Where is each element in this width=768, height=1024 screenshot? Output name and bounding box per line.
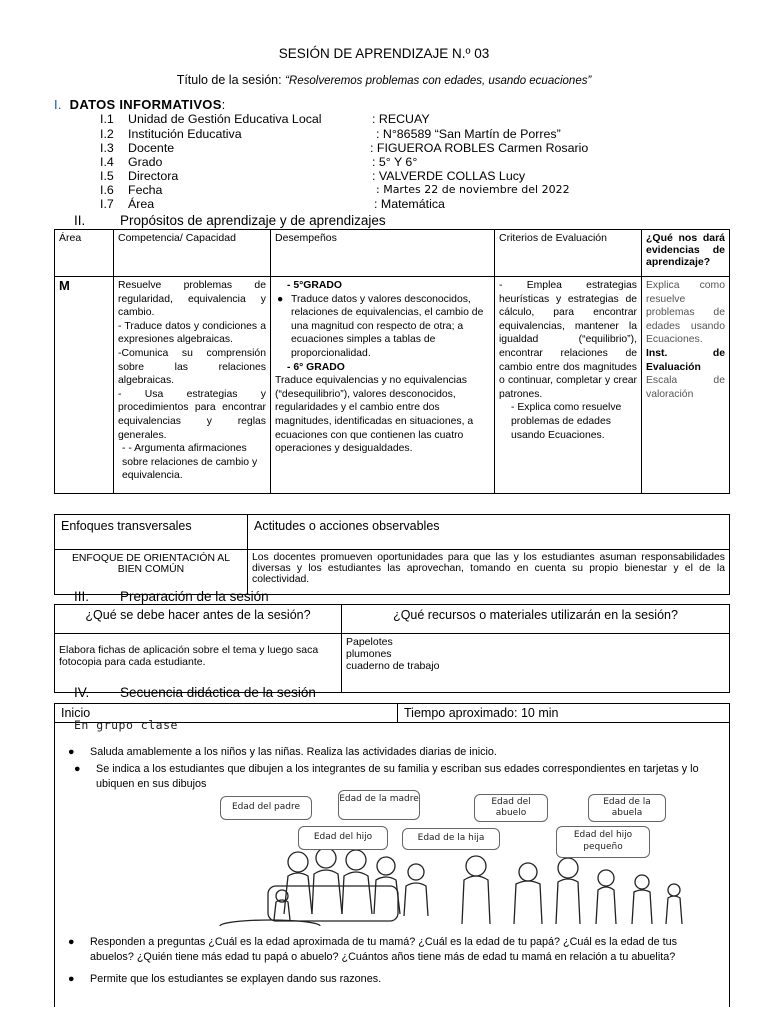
desempenos-cell: [271, 277, 495, 494]
section-colon: :: [221, 97, 226, 112]
grupo-clase-label: En grupo clase: [74, 718, 178, 732]
session-title-label: Título de la sesión:: [176, 73, 282, 87]
competencia-line: -Comunica su comprensión sobre las relaciones algebraicas.: [118, 347, 266, 387]
info-code: I.3: [100, 141, 114, 155]
section-propositos: [74, 213, 386, 228]
evidencias-cell: [642, 277, 730, 494]
age-card-padre: Edad del padre: [220, 796, 312, 820]
info-label: Docente: [128, 141, 175, 155]
grado5-text: [275, 293, 490, 361]
father-head: [558, 858, 578, 878]
info-code: I.6: [100, 183, 114, 197]
propositos-table: [54, 229, 730, 494]
table-header-row: [55, 515, 730, 550]
info-row: [100, 169, 526, 183]
grandpa-head: [466, 856, 486, 876]
child-body: [632, 890, 652, 924]
age-card-madre: Edad de la madre: [338, 790, 420, 820]
info-label: Grado: [128, 155, 163, 169]
header-enfoques: Enfoques transversales: [55, 515, 248, 550]
evidencia-line: Escala de valoración: [646, 375, 725, 400]
list-item-text: Permite que los estudiantes se explayen dando sus razones.: [90, 973, 382, 985]
criterio-line: - Explica como resuelve problemas de edades usando Ecuaciones.: [511, 402, 622, 441]
age-card-abuelo: Edad del abuelo: [474, 794, 548, 822]
actitud-cell: Los docentes promueven oportunidades para que las y los estudiantes asuman responsabilidades diversas y los estudiantes las aprovechan, tomando en cuenta su propio bienestar y el de la colectividad.: [248, 550, 730, 595]
criterios-cell: [495, 277, 642, 494]
competencia-line: - Traduce datos y condiciones a expresiones algebraicas.: [118, 320, 266, 346]
evidencia-line: Explica como resuelve problemas de edades usando Ecuaciones.: [646, 280, 725, 346]
evidencia-inst: Inst. de Evaluación: [646, 347, 725, 373]
bullet-dot: ●: [68, 936, 75, 948]
grado5-label: - 5°GRADO: [287, 280, 342, 291]
recurso-item: Papelotes: [346, 636, 393, 648]
enfoque-cell: ENFOQUE DE ORIENTACIÓN AL BIEN COMÚN: [55, 550, 248, 595]
info-label: Fecha: [128, 183, 163, 197]
info-code: I.4: [100, 155, 114, 169]
competencia-cell: [114, 277, 271, 494]
info-value: : FIGUEROA ROBLES Carmen Rosario: [370, 141, 589, 155]
person-body: [312, 870, 342, 914]
table-row: [55, 634, 730, 693]
section-title: Propósitos de aprendizaje y de aprendizajes: [120, 213, 386, 228]
info-code: I.1: [100, 112, 114, 126]
list-item: [68, 745, 720, 760]
header-criterios: Criterios de Evaluación: [495, 230, 642, 277]
info-value: : 5° Y 6°: [372, 155, 418, 169]
header-actitudes: Actitudes o acciones observables: [248, 515, 730, 550]
section-number: I.: [54, 97, 62, 112]
recursos-cell: [342, 634, 730, 693]
section-number: II.: [74, 213, 86, 228]
section-secuencia: [74, 685, 316, 700]
recurso-item: cuaderno de trabajo: [346, 660, 440, 672]
info-value: : Martes 22 de noviembre del 2022: [376, 183, 570, 196]
person-head: [316, 848, 336, 868]
session-title-value: “Resolveremos problemas con edades, usando ecuaciones”: [285, 75, 592, 87]
list-item: [68, 972, 720, 987]
bullet-dot: ●: [68, 973, 75, 985]
grado5-text-body: Traduce datos y valores desconocidos, relaciones de equivalencias, el cambio de una magnitud con respecto de otra; a ecuaciones simples a tablas de proporcionalidad.: [291, 293, 484, 359]
grado6-text: Traduce equivalencias y no equivalencias (“desequilibrio”), valores desconocidos, regularidades y el cambio entre dos magnitudes, identificadas en situaciones, a ecuaciones con que contienen las cuatro operaciones y desigualdades.: [275, 375, 474, 455]
bullet-dot: ●: [74, 763, 81, 775]
person-head: [408, 864, 424, 880]
info-label: Directora: [128, 169, 179, 183]
grandma-body: [514, 881, 542, 924]
info-row: [100, 197, 445, 211]
child-body: [274, 900, 290, 920]
age-card-hijo-pequeno: Edad del hijo pequeño: [556, 826, 650, 858]
bullet-dot: ●: [68, 746, 75, 758]
enfoques-table: [54, 514, 730, 595]
header-recursos: ¿Qué recursos o materiales utilizarán en la sesión?: [342, 605, 730, 634]
competencia-line: - - Argumenta afirmaciones sobre relaciones de cambio y equivalencia.: [122, 443, 258, 482]
age-card-hijo: Edad del hijo: [298, 826, 388, 850]
info-row: [100, 127, 561, 141]
person-body: [374, 877, 400, 914]
info-label: Institución Educativa: [128, 127, 242, 141]
baby-body: [666, 896, 682, 924]
section-title: DATOS INFORMATIVOS: [69, 97, 222, 112]
table-header-row: [55, 230, 730, 277]
sofa: [268, 886, 398, 921]
child-head: [635, 875, 649, 889]
list-item-text: Responden a preguntas ¿Cuál es la edad aproximada de tu mamá? ¿Cuál es la edad de tu papá? ¿Cuál es la edad de tus abuelos? ¿Quién tiene más edad tu papá o abuelo? ¿Cuántos años tiene más de edad tu mamá en relación a tu abuelita?: [90, 936, 678, 963]
info-row: [100, 112, 430, 126]
competencia-line: Resuelve problemas de regularidad, equivalencia y cambio.: [118, 280, 266, 319]
baby-head: [668, 884, 680, 896]
preparacion-table: [54, 604, 730, 693]
list-item-text: Se indica a los estudiantes que dibujen a los integrantes de su familia y escriban sus edades correspondientes en tarjetas y lo ubiquen en sus dibujos: [96, 763, 699, 790]
info-value: : VALVERDE COLLAS Lucy: [372, 169, 526, 183]
competencia-line: - Usa estrategias y procedimientos para encontrar equivalencias y reglas generales.: [118, 388, 266, 441]
info-row: [100, 141, 589, 155]
person-body: [342, 872, 372, 914]
person-head: [346, 850, 366, 870]
header-inicio: Inicio: [55, 704, 398, 723]
header-desempenos: Desempeños: [271, 230, 495, 277]
grandpa-body: [462, 876, 490, 924]
document-title: SESIÓN DE APRENDIZAJE N.º 03: [278, 46, 490, 61]
area-cell: M: [55, 277, 114, 494]
criterio-line: - Emplea estrategias heurísticas y estrategias de cálculo, para encontrar equivalencias, mantener la igualdad (“equilibrio”), encontrar relaciones de cambio entre dos magnitudes o continuar, completar y crear patrones.: [499, 280, 637, 400]
section-title: Preparación de la sesión: [120, 589, 269, 604]
info-value: : Matemática: [374, 197, 445, 211]
info-code: I.2: [100, 127, 114, 141]
age-card-hija: Edad de la hija: [402, 828, 500, 850]
section-preparacion: [74, 589, 269, 604]
person-body: [404, 883, 428, 916]
info-value: : N°86589 “San Martín de Porres”: [376, 127, 561, 141]
header-competencia: Competencia/ Capacidad: [114, 230, 271, 277]
header-evidencias: ¿Qué nos dará evidencias de aprendizaje?: [642, 230, 730, 277]
mother-head: [598, 870, 614, 886]
person-head: [288, 852, 308, 872]
info-label: Área: [128, 197, 155, 211]
grado6-label: - 6° GRADO: [287, 361, 345, 373]
antes-cell: Elabora fichas de aplicación sobre el tema y luego saca fotocopia para cada estudiante.: [55, 634, 342, 693]
list-item-text: Saluda amablemente a los niños y las niñas. Realiza las actividades diarias de inicio.: [90, 746, 497, 758]
info-label: Unidad de Gestión Educativa Local: [128, 112, 322, 126]
info-code: I.7: [100, 197, 114, 211]
info-value: : RECUAY: [372, 112, 430, 126]
header-area: Área: [55, 230, 114, 277]
info-row: [100, 155, 418, 169]
section-number: III.: [74, 589, 90, 604]
info-row: [100, 183, 570, 197]
header-tiempo: Tiempo aproximado: 10 min: [398, 704, 730, 723]
info-code: I.5: [100, 169, 114, 183]
section-datos-informativos: [54, 97, 226, 112]
bullet-dot: ●: [277, 293, 284, 305]
table-row: [55, 550, 730, 595]
list-item: [68, 935, 720, 965]
table-header-row: [55, 605, 730, 634]
header-antes: ¿Qué se debe hacer antes de la sesión?: [55, 605, 342, 634]
section-number: IV.: [74, 685, 90, 700]
person-head: [377, 857, 395, 875]
section-title: Secuencia didáctica de la sesión: [120, 685, 316, 700]
session-title: [0, 73, 768, 87]
age-card-abuela: Edad de la abuela: [588, 794, 666, 822]
mother-body: [596, 887, 616, 924]
recurso-item: plumones: [346, 648, 392, 660]
table-row: [55, 277, 730, 494]
father-body: [556, 879, 580, 924]
grandma-head: [519, 863, 537, 881]
